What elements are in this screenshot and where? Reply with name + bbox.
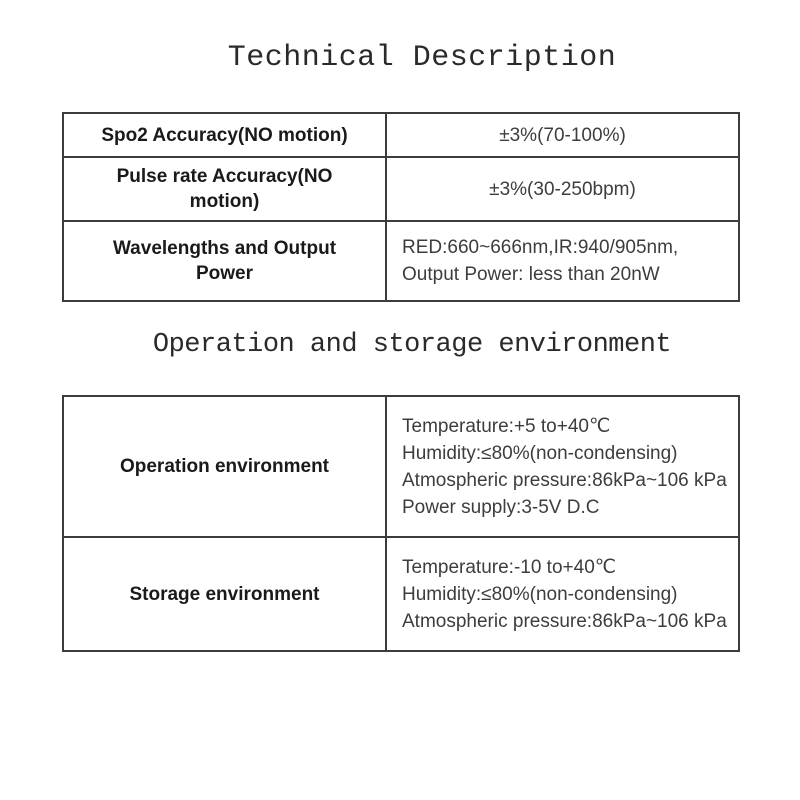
table-row-pulse-rate-accuracy xyxy=(63,157,739,221)
spec-label-storage-environment xyxy=(63,537,386,651)
value-line: ±3%(70-100%) xyxy=(499,124,626,146)
value-line: Atmospheric pressure:86kPa~106 kPa xyxy=(402,469,727,491)
table-row-spo2-accuracy xyxy=(63,113,739,157)
label-line: motion) xyxy=(189,191,260,212)
value-line: Atmospheric pressure:86kPa~106 kPa xyxy=(402,610,727,632)
label-line: Storage environment xyxy=(129,583,320,605)
value-line: Output Power: less than 20nW xyxy=(402,264,660,285)
technical-description-table xyxy=(62,112,740,302)
value-line: Humidity:≤80%(non-condensing) xyxy=(402,442,678,464)
value-line: Power supply:3-5V D.C xyxy=(402,496,600,518)
environment-table xyxy=(62,395,740,652)
label-line: Operation environment xyxy=(119,456,330,477)
spec-value-spo2-accuracy xyxy=(386,113,739,157)
section-title-technical-description: Technical Description xyxy=(227,41,617,75)
label-line: Spo2 Accuracy(NO motion) xyxy=(101,124,348,146)
spec-label-operation-environment xyxy=(63,396,386,537)
value-line: Temperature:-10 to+40℃ xyxy=(402,556,617,578)
table-row-operation-environment xyxy=(63,396,739,537)
value-line: Humidity:≤80%(non-condensing) xyxy=(402,583,678,605)
spec-label-pulse-rate-accuracy xyxy=(63,157,386,221)
spec-label-wavelengths-output-power xyxy=(63,221,386,301)
label-line: Pulse rate Accuracy(NO xyxy=(116,166,333,187)
label-line: Wavelengths and Output xyxy=(112,238,337,259)
section-title-operation-storage-environment: Operation and storage environment xyxy=(152,330,672,360)
table-row-wavelengths-output-power xyxy=(63,221,739,301)
spec-value-wavelengths-output-power xyxy=(386,221,739,301)
spec-value-pulse-rate-accuracy xyxy=(386,157,739,221)
table-row-storage-environment xyxy=(63,537,739,651)
label-line: Power xyxy=(195,263,254,284)
value-line: Temperature:+5 to+40℃ xyxy=(402,415,611,437)
spec-value-operation-environment xyxy=(386,396,739,537)
spec-label-spo2-accuracy xyxy=(63,113,386,157)
value-line: ±3%(30-250bpm) xyxy=(489,178,636,200)
spec-value-storage-environment xyxy=(386,537,739,651)
value-line: RED:660~666nm,IR:940/905nm, xyxy=(402,237,679,258)
